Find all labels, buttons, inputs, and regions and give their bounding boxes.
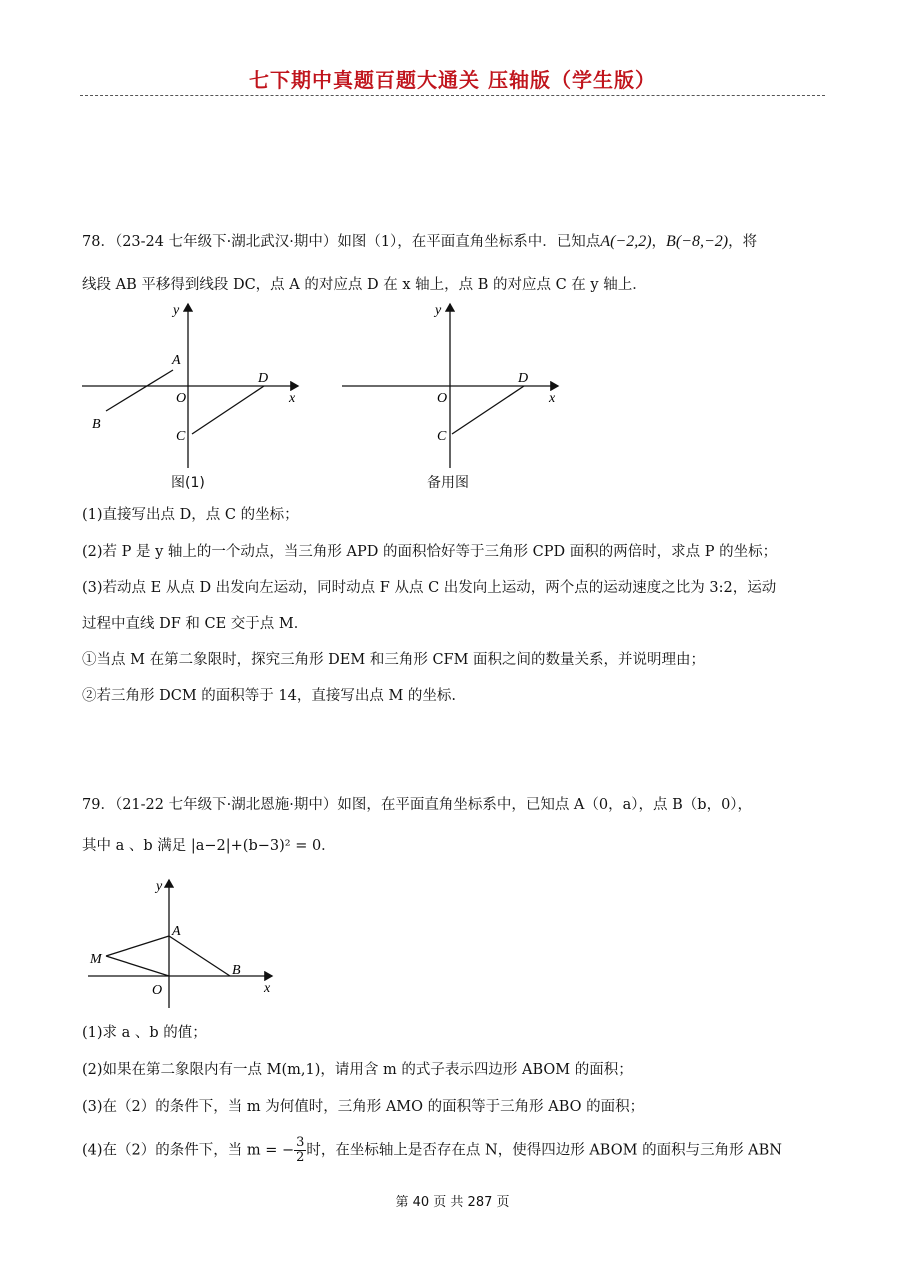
- label-b: B: [92, 417, 101, 432]
- segment-ma: [106, 936, 169, 956]
- q78-sub2: (2)若 P 是 y 轴上的一个动点，当三角形 APD 的面积恰好等于三角形 CPD 面积的两倍时，求点 P 的坐标；: [82, 544, 778, 560]
- label-y: y: [173, 303, 180, 318]
- q78-line1-prefix: 78．（23-24 七年级下·湖北武汉·期中）如图（1），在平面直角坐标系中．已知点: [82, 234, 601, 250]
- label-d: D: [258, 371, 269, 386]
- label-d: D: [518, 371, 529, 386]
- q79-line1: 79．（21-22 七年级下·湖北恩施·期中）如图，在平面直角坐标系中，已知点 A（0，a），点 B（b，0），: [82, 797, 753, 813]
- q79-sub4-fraction: [294, 1136, 306, 1165]
- q78-figure-backup-caption: 备用图: [427, 475, 469, 491]
- q79-sub4: [82, 1136, 782, 1165]
- q78-figure-1-caption: 图(1): [171, 475, 205, 491]
- segment-ab: [169, 936, 230, 976]
- label-o: O: [152, 983, 163, 998]
- label-m: M: [90, 952, 102, 967]
- label-b: B: [232, 963, 241, 978]
- q79-sub3: (3)在（2）的条件下，当 m 为何值时，三角形 AMO 的面积等于三角形 ABO 的面积；: [82, 1099, 645, 1115]
- fraction-denominator: 2: [296, 1150, 305, 1165]
- label-y: y: [435, 303, 442, 318]
- segment-dc: [452, 386, 524, 434]
- q78-figure-backup: [340, 298, 570, 473]
- segment-dc: [192, 386, 264, 434]
- q78-point-b: B(−8,−2): [666, 233, 729, 250]
- label-c: C: [176, 429, 186, 444]
- label-c: C: [437, 429, 447, 444]
- q78-line1: [82, 232, 757, 252]
- label-x: x: [264, 981, 271, 996]
- page-header-title: 七下期中真题百题大通关 压轴版（学生版）: [249, 68, 656, 92]
- label-x: x: [289, 391, 296, 406]
- label-x: x: [549, 391, 556, 406]
- header-divider: [80, 95, 825, 96]
- q79-figure: [84, 872, 284, 1012]
- q79-sub4-suffix: 时，在坐标轴上是否存在点 N，使得四边形 ABOM 的面积与三角形 ABN: [306, 1142, 782, 1159]
- label-a: A: [172, 924, 181, 939]
- label-o: O: [176, 391, 187, 406]
- page-footer: 第 40 页 共 287 页: [395, 1195, 510, 1210]
- fraction-numerator: 3: [296, 1135, 305, 1150]
- q79-sub1: (1)求 a 、b 的值；: [82, 1025, 207, 1041]
- q79-line2: 其中 a 、b 满足 |a−2|+(b−3)² = 0．: [82, 838, 336, 854]
- label-a: A: [172, 353, 181, 368]
- q78-figure-1: [80, 298, 310, 473]
- q79-sub2: (2)如果在第二象限内有一点 M(m,1)，请用含 m 的式子表示四边形 ABOM 的面积；: [82, 1062, 633, 1078]
- q78-point-a: A(−2,2): [600, 233, 652, 250]
- segment-mo: [106, 956, 169, 976]
- q78-comma: ，: [651, 234, 667, 250]
- segment-ab: [106, 370, 173, 411]
- q78-sub3-2: ②若三角形 DCM 的面积等于 14，直接写出点 M 的坐标.: [82, 688, 457, 704]
- q78-sub1: (1)直接写出点 D，点 C 的坐标；: [82, 507, 299, 523]
- q78-sub3b: 过程中直线 DF 和 CE 交于点 M．: [82, 616, 309, 632]
- q78-line1-suffix: ，将: [728, 234, 758, 250]
- label-y: y: [156, 879, 163, 894]
- q79-sub4-prefix: (4)在（2）的条件下，当 m = −: [82, 1142, 295, 1159]
- q78-line2: 线段 AB 平移得到线段 DC，点 A 的对应点 D 在 x 轴上，点 B 的对应点 C 在 y 轴上．: [82, 277, 647, 293]
- q78-sub3a: (3)若动点 E 从点 D 出发向左运动，同时动点 F 从点 C 出发向上运动，两个点的运动速度之比为 3:2，运动: [82, 580, 777, 596]
- q78-sub3-1: ①当点 M 在第二象限时，探究三角形 DEM 和三角形 CFM 面积之间的数量关系，并说明理由；: [82, 652, 706, 668]
- label-o: O: [437, 391, 448, 406]
